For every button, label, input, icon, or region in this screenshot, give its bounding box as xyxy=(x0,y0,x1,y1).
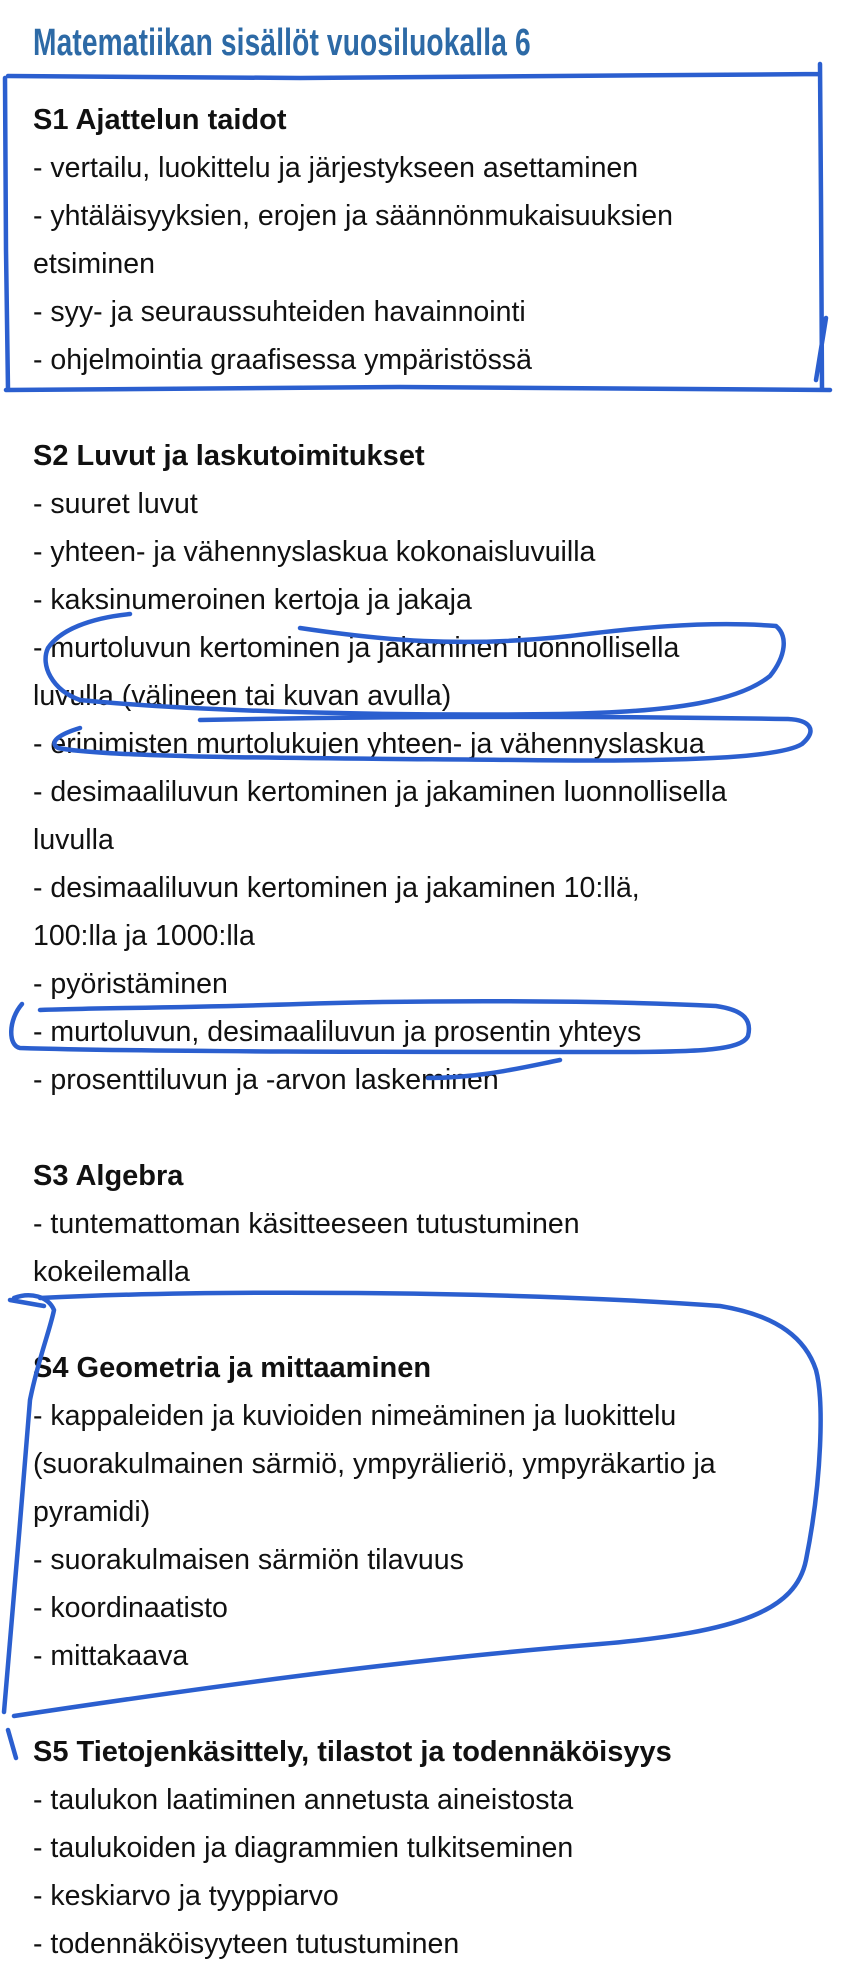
section-s2-numbers-and-operations xyxy=(33,432,823,1104)
content-line: - keskiarvo ja tyyppiarvo xyxy=(33,1880,339,1912)
section-heading: S5 Tietojenkäsittely, tilastot ja todennäköisyys xyxy=(33,1736,672,1768)
content-line: - vertailu, luokittelu ja järjestykseen asettaminen xyxy=(33,152,639,184)
content-line: - kappaleiden ja kuvioiden nimeäminen ja luokittelu xyxy=(33,1400,677,1432)
section-s5-data-statistics-probability xyxy=(33,1728,823,1968)
content-line: - erinimisten murtolukujen yhteen- ja vähennyslaskua xyxy=(33,728,705,760)
content-line: luvulla xyxy=(33,824,114,856)
content-line: - syy- ja seuraussuhteiden havainnointi xyxy=(33,296,526,328)
section-heading: S3 Algebra xyxy=(33,1160,184,1192)
content-line: kokeilemalla xyxy=(33,1256,190,1288)
section-s4-geometry-and-measurement xyxy=(33,1344,823,1680)
content-line: - desimaaliluvun kertominen ja jakaminen 10:llä, xyxy=(33,872,640,904)
content-line: - taulukon laatiminen annetusta aineistosta xyxy=(33,1784,574,1816)
section-heading: S2 Luvut ja laskutoimitukset xyxy=(33,440,425,472)
content-line: - yhtäläisyyksien, erojen ja säännönmukaisuuksien xyxy=(33,200,674,232)
content-line: - ohjelmointia graafisessa ympäristössä xyxy=(33,344,532,376)
content-line: 100:lla ja 1000:lla xyxy=(33,920,255,952)
section-s1-thinking-skills xyxy=(33,96,823,384)
content-line: - suuret luvut xyxy=(33,488,198,520)
content-line: - kaksinumeroinen kertoja ja jakaja xyxy=(33,584,472,616)
content-line: - suorakulmaisen särmiön tilavuus xyxy=(33,1544,464,1576)
content-line: - taulukoiden ja diagrammien tulkitseminen xyxy=(33,1832,574,1864)
section-s3-algebra xyxy=(33,1152,823,1296)
content-line: (suorakulmainen särmiö, ympyrälieriö, ympyräkartio ja xyxy=(33,1448,716,1480)
content-line: - yhteen- ja vähennyslaskua kokonaisluvuilla xyxy=(33,536,596,568)
section-heading: S1 Ajattelun taidot xyxy=(33,104,287,136)
content-line: - todennäköisyyteen tutustuminen xyxy=(33,1928,460,1960)
page-title: Matematiikan sisällöt vuosiluokalla 6 xyxy=(33,22,531,64)
content-line: - pyöristäminen xyxy=(33,968,228,1000)
content-line: - murtoluvun kertominen ja jakaminen luonnollisella xyxy=(33,632,680,664)
content-line: luvulla (välineen tai kuvan avulla) xyxy=(33,680,452,712)
content-line: - koordinaatisto xyxy=(33,1592,228,1624)
content-line: - desimaaliluvun kertominen ja jakaminen luonnollisella xyxy=(33,776,727,808)
content-line: pyramidi) xyxy=(33,1496,151,1528)
content-line: - prosenttiluvun ja -arvon laskeminen xyxy=(33,1064,499,1096)
content-line: - murtoluvun, desimaaliluvun ja prosentin yhteys xyxy=(33,1016,642,1048)
section-heading: S4 Geometria ja mittaaminen xyxy=(33,1352,432,1384)
content-line: - mittakaava xyxy=(33,1640,189,1672)
content-line: etsiminen xyxy=(33,248,155,280)
content-line: - tuntemattoman käsitteeseen tutustuminen xyxy=(33,1208,580,1240)
